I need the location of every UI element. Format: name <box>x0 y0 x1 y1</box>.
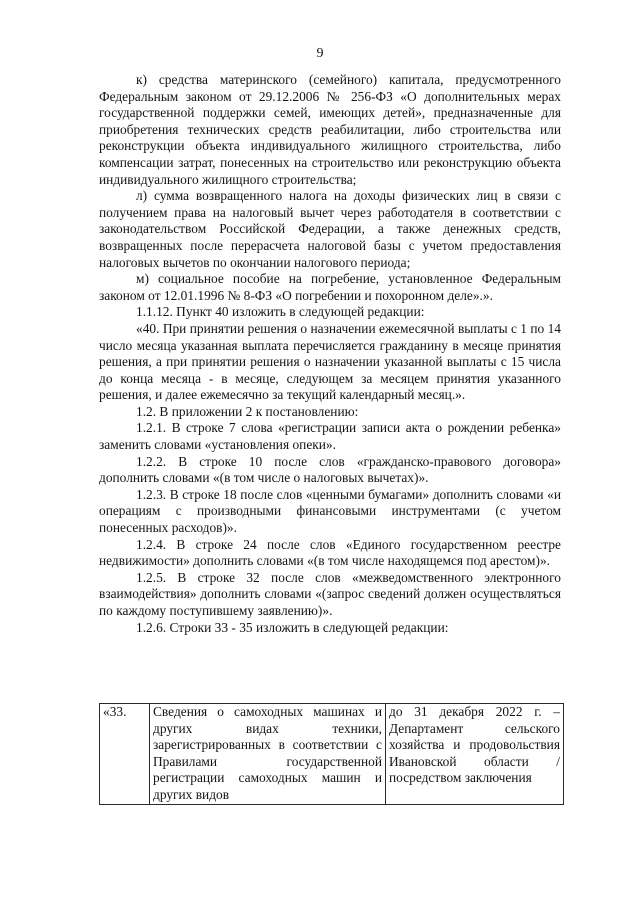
term-source-cell: до 31 декабря 2022 г. – Департамент сельского хозяйства и продовольствия Ивановской области /посредством заключения <box>386 704 564 805</box>
paragraph-l: л) сумма возвращенного налога на доходы физических лиц в связи с получением права на налоговый вычет через работодателя в соответствии с законодательством Российской Федерации, а также денежных средств, возвращенных после перерасчета налоговой базы с учетом предоставления налоговых вычетов по окончании налогового периода; <box>99 188 561 270</box>
paragraph-1-2: 1.2. В приложении 2 к постановлению: <box>136 403 359 419</box>
row-number-cell: «33. <box>100 704 150 805</box>
amendment-table <box>99 703 564 805</box>
paragraph-1-2-5: 1.2.5. В строке 32 после слов «межведомственного электронного взаимодействия» дополнить словами «(запрос сведений должен осуществляться по каждому поступившему заявлению)». <box>99 569 561 618</box>
paragraph-1-2-1: 1.2.1. В строке 7 слова «регистрации записи акта о рождении ребенка» заменить словами «установления опеки». <box>99 420 561 453</box>
paragraph-k: к) средства материнского (семейного) капитала, предусмотренного Федеральным законом от 29.12.2006 № 256-ФЗ «О дополнительных мерах государственной поддержки семей, имеющих детей», предназначенные для приобретения технических средств реабилитации, либо строительства или реконструкции объекта индивидуального жилищного строительства, либо компенсации затрат, понесенных на строительство или реконструкцию объекта индивидуального жилищного строительства; <box>99 72 561 187</box>
table-row <box>100 704 564 805</box>
paragraph-1-2-4: 1.2.4. В строке 24 после слов «Единого государственном реестре недвижимости» дополнить словами «(в том числе находящемся под арестом)». <box>99 536 561 569</box>
paragraph-m: м) социальное пособие на погребение, установленное Федеральным законом от 12.01.1996 № 8-ФЗ «О погребении и похоронном деле».». <box>99 271 561 303</box>
paragraph-1-2-2: 1.2.2. В строке 10 после слов «гражданско-правового договора» дополнить словами «(в том числе о налоговых вычетах)». <box>99 453 561 486</box>
paragraph-1-2-3: 1.2.3. В строке 18 после слов «ценными бумагами» дополнить словами «и операциям с производными финансовыми инструментами (с учетом понесенных расходов)». <box>99 486 561 536</box>
info-name-cell: Сведения о самоходных машинах и других видах техники, зарегистрированных в соответствии с Правилами государственной регистрации самоходных машин и других видов <box>150 704 386 805</box>
paragraph-1-2-6: 1.2.6. Строки 33 - 35 изложить в следующей редакции: <box>136 619 449 635</box>
paragraph-1-1-12: 1.1.12. Пункт 40 изложить в следующей редакции: <box>136 304 425 320</box>
paragraph-point-40: «40. При принятии решения о назначении ежемесячной выплаты с 1 по 14 число месяца указанная выплата перечисляется гражданину в месяце принятия решения, а при принятии решения о назначении указанной выплаты с 15 числа до конца месяца - в месяце, следующем за месяцем принятия указанного решения, и далее ежемесячно за текущий календарный месяц.». <box>99 320 561 403</box>
document-body <box>99 72 561 636</box>
page-number: 9 <box>316 46 324 61</box>
